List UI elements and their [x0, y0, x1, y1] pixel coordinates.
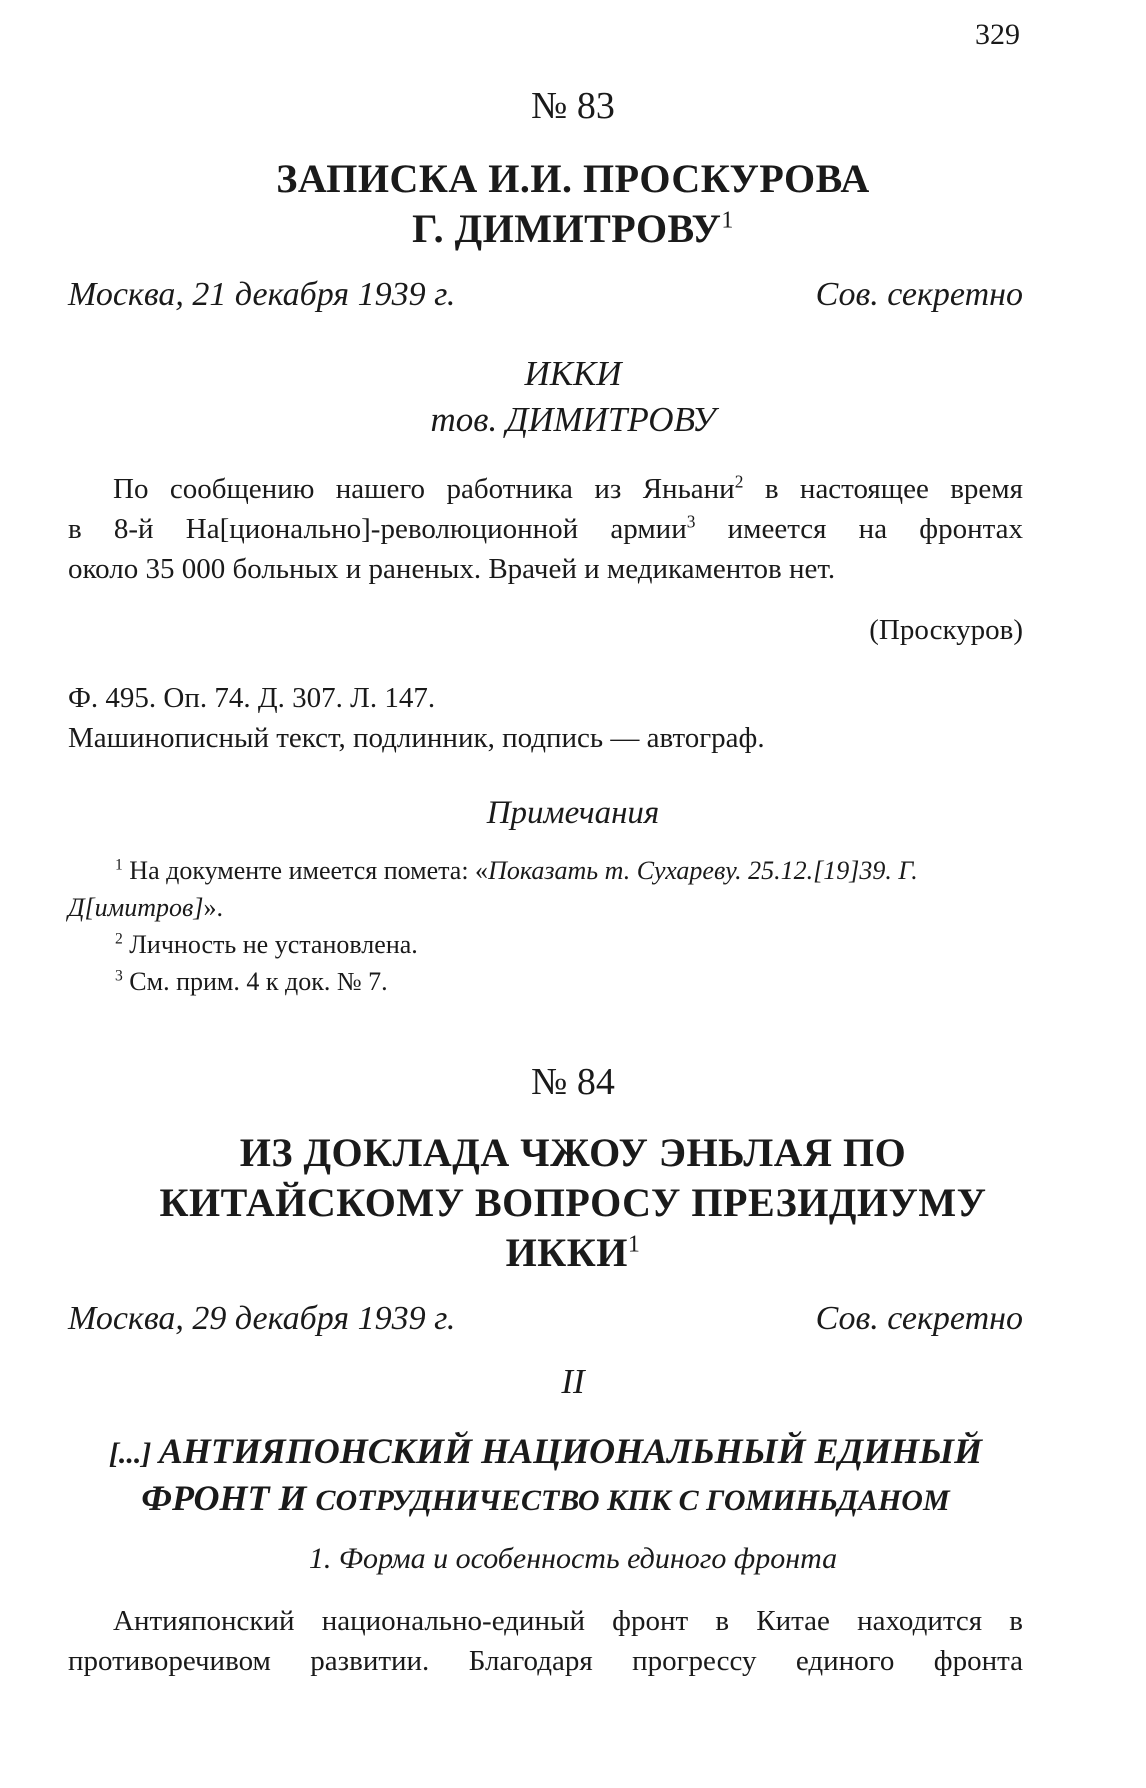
doc84-title-footnote-mark: 1: [627, 1231, 641, 1258]
doc83-classification: Сов. секретно: [815, 276, 1023, 313]
doc83-addressee-person: тов. ДИМИТРОВУ: [430, 400, 716, 439]
doc83-addressee-org: ИККИ: [524, 354, 622, 393]
doc84-section-line1: [...] АНТИЯПОНСКИЙ НАЦИОНАЛЬНЫЙ ЕДИНЫЙ: [108, 1431, 983, 1471]
doc83-title-line2: Г. ДИМИТРОВУ$^1$: [412, 206, 734, 251]
doc83-body: [68, 469, 1023, 589]
doc84-classification: Сов. секретно: [815, 1300, 1023, 1337]
doc83-notes: [68, 852, 1023, 1000]
doc84-number: № 84: [531, 1061, 615, 1103]
doc83-archive-ref: Ф. 495. Оп. 74. Д. 307. Л. 147.: [68, 682, 436, 714]
doc83-note-2: $^2$ Личность не установлена.: [115, 930, 418, 959]
doc83-body-line3: около 35 000 больных и раненых. Врачей и медикаментов нет.: [68, 553, 836, 585]
doc83-title: [90, 154, 1056, 254]
doc84-place-date: Москва, 29 декабря 1939 г.: [68, 1300, 456, 1337]
doc84-subsection: 1. Форма и особенность единого фронта: [308, 1542, 838, 1575]
doc84-title-line3: ИККИ$^1$: [505, 1230, 641, 1275]
doc84-title-line1: ИЗ ДОКЛАДА ЧЖОУ ЭНЬЛАЯ ПО: [239, 1130, 907, 1175]
doc84-section-line2: ФРОНТ И СОТРУДНИЧЕСТВО КПК С ГОМИНЬДАНОМ: [141, 1478, 950, 1518]
doc83-title-footnote-mark: 1: [721, 207, 734, 234]
doc83-archive-desc: Машинописный текст, подлинник, подпись — автограф.: [68, 722, 765, 754]
doc83-number: № 83: [531, 85, 615, 127]
doc83-place-date: Москва, 21 декабря 1939 г.: [68, 276, 456, 313]
page-number: 329: [975, 18, 1020, 51]
doc84-part: II: [561, 1362, 585, 1401]
doc84-title: [90, 1128, 1056, 1278]
doc83-archive: [68, 678, 765, 758]
doc84-title-line2: КИТАЙСКОМУ ВОПРОСУ ПРЕЗИДИУМУ: [159, 1180, 987, 1225]
doc83-notes-heading: Примечания: [486, 795, 660, 831]
doc84-body: [68, 1601, 1023, 1681]
doc83-note-3: $^3$ См. прим. 4 к док. № 7.: [115, 967, 388, 996]
doc83-signature: (Проскуров): [869, 614, 1023, 646]
doc84-section-heading: [68, 1429, 1023, 1523]
doc83-body-line1: По сообщению нашего работника из Яньани$^2$ в настоящее время: [113, 471, 1023, 505]
doc83-note-1: $^1$ На документе имеется помета: «Показать т. Сухареву. 25.12.[19]39. Г. Д[имитров]».: [68, 856, 918, 922]
doc83-body-line2: в 8-й На[ционально]-революционной армии$^3$ имеется на фронтах: [68, 511, 1023, 545]
doc84-body-line1: Антияпонский национально-единый фронт в Китае находится в: [113, 1605, 1023, 1637]
doc83-title-line1: ЗАПИСКА И.И. ПРОСКУРОВА: [276, 156, 870, 201]
doc84-body-line2: противоречивом развитии. Благодаря прогрессу единого фронта: [68, 1645, 1023, 1677]
